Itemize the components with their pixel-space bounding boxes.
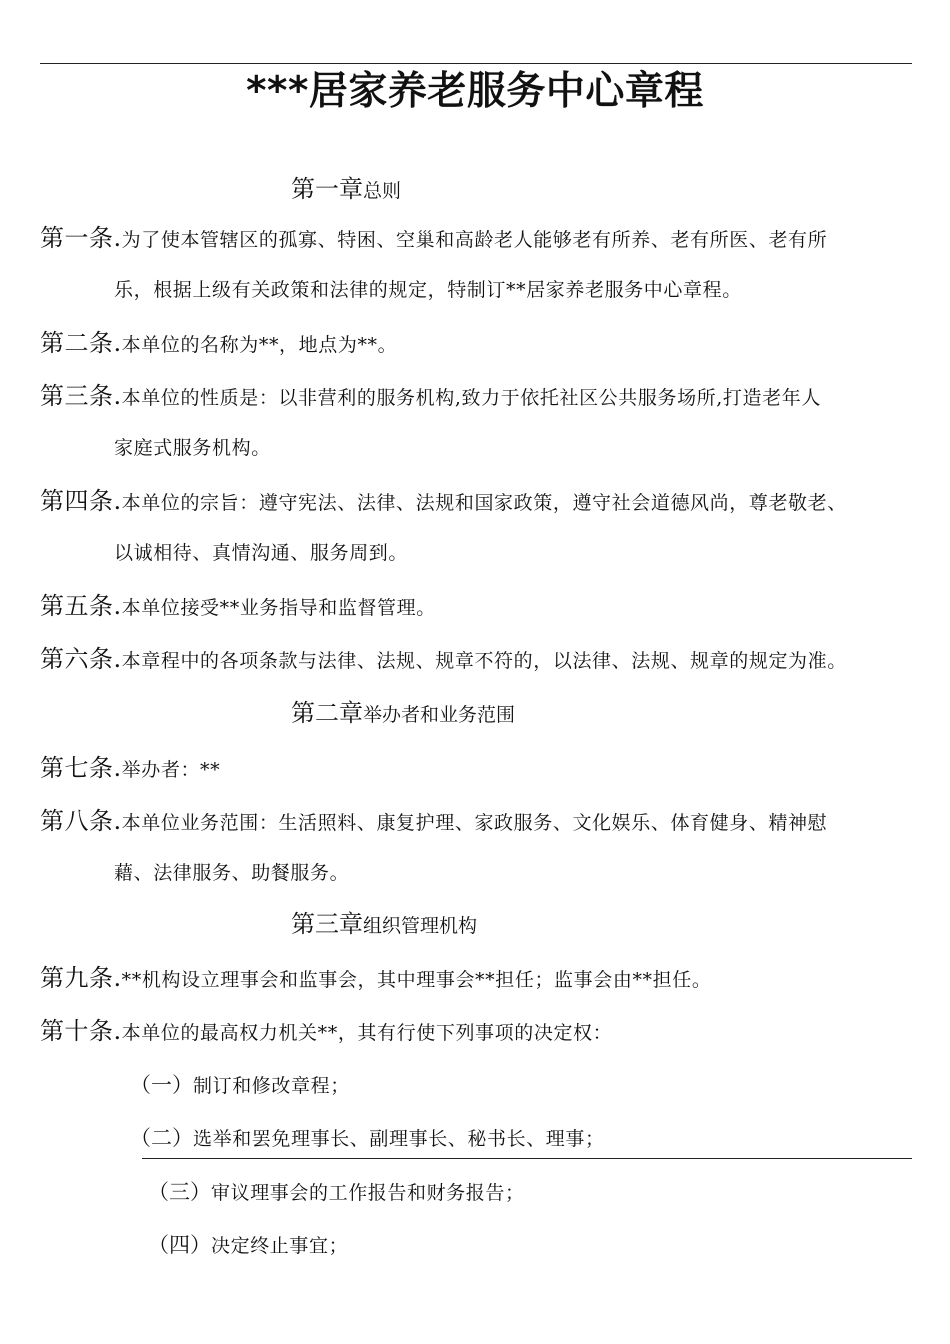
article-line: [40, 430, 915, 482]
chapter-heading: [291, 909, 477, 942]
article-line: [40, 483, 915, 535]
list-item-text: 决定终止事宜；: [211, 1235, 349, 1257]
article-text: 为了使本管辖区的孤寡、特困、空巢和高龄老人能够老有所养、老有所医、老有所: [121, 229, 828, 251]
article-number: 第二条.: [40, 329, 122, 357]
article-text: 本单位业务范围：生活照料、康复护理、家政服务、文化娱乐、体育健身、精神慰: [121, 812, 828, 834]
article-number: 第七条.: [40, 754, 122, 782]
article-number: 第五条.: [40, 592, 122, 620]
article: [40, 220, 915, 324]
list-item-number: （四）: [148, 1233, 211, 1257]
article-text: 本章程中的各项条款与法律、法规、规章不符的，以法律、法规、规章的规定为准。: [121, 650, 847, 672]
article-number: 第四条.: [40, 487, 122, 515]
article-text: 本单位接受**业务指导和监督管理。: [121, 597, 436, 619]
article: [40, 325, 915, 377]
list-item-number: （二）: [130, 1126, 193, 1150]
chapter-heading: [291, 698, 515, 731]
article-line: [40, 641, 915, 693]
chapter-name: 组织管理机构: [363, 915, 478, 937]
chapter-number: 第二章: [291, 699, 363, 727]
chapter-name: 总则: [363, 180, 402, 202]
article: [40, 1013, 915, 1065]
article-line: [40, 272, 915, 324]
chapter-number: 第三章: [291, 910, 363, 938]
article: [40, 588, 915, 640]
article: [40, 378, 915, 482]
article-line: [40, 855, 915, 907]
list-item: [130, 1070, 350, 1102]
article-line: [40, 378, 915, 430]
list-item-text: 制订和修改章程；: [193, 1075, 350, 1097]
list-item: [148, 1177, 525, 1209]
article-line: [40, 588, 915, 640]
page-break-rule: [142, 1158, 912, 1159]
article-line: [40, 750, 915, 802]
article: [40, 960, 915, 1012]
article-number: 第三条.: [40, 382, 122, 410]
article-text: 本单位的名称为**，地点为**。: [121, 334, 398, 356]
list-item: [148, 1230, 348, 1262]
chapter-heading: [291, 174, 401, 207]
article-line: [40, 325, 915, 377]
article-text: **机构设立理事会和监事会，其中理事会**担任；监事会由**担任。: [121, 969, 712, 991]
list-item-number: （三）: [148, 1180, 211, 1204]
article-line: [40, 803, 915, 855]
list-item-text: 审议理事会的工作报告和财务报告；: [211, 1182, 525, 1204]
document-title: ***居家养老服务中心章程: [246, 69, 704, 114]
list-item-number: （一）: [130, 1073, 193, 1097]
article-number: 第六条.: [40, 645, 122, 673]
chapter-number: 第一章: [291, 175, 363, 203]
article-text: 本单位的性质是：以非营利的服务机构,致力于依托社区公共服务场所,打造老年人: [121, 387, 821, 409]
article-text: 以诚相待、真情沟通、服务周到。: [114, 542, 409, 564]
article-line: [40, 535, 915, 587]
article-number: 第八条.: [40, 807, 122, 835]
article-line: [40, 1013, 915, 1065]
article-line: [40, 960, 915, 1012]
article-text: 乐，根据上级有关政策和法律的规定，特制订**居家养老服务中心章程。: [114, 279, 742, 301]
article-text: 本单位的最高权力机关**，其有行使下列事项的决定权：: [121, 1022, 613, 1044]
article-text: 藉、法律服务、助餐服务。: [114, 862, 350, 884]
article-number: 第九条.: [40, 964, 122, 992]
article: [40, 750, 915, 802]
article-text: 本单位的宗旨：遵守宪法、法律、法规和国家政策，遵守社会道德风尚，尊老敬老、: [121, 492, 847, 514]
article: [40, 641, 915, 693]
list-item: [130, 1123, 605, 1155]
article-number: 第一条.: [40, 224, 122, 252]
article-number: 第十条.: [40, 1017, 122, 1045]
chapter-name: 举办者和业务范围: [363, 704, 516, 726]
article: [40, 483, 915, 587]
article-line: [40, 220, 915, 272]
list-item-text: 选举和罢免理事长、副理事长、秘书长、理事；: [193, 1128, 605, 1150]
article-text: 家庭式服务机构。: [114, 437, 271, 459]
article-text: 举办者：**: [121, 759, 221, 781]
article: [40, 803, 915, 907]
